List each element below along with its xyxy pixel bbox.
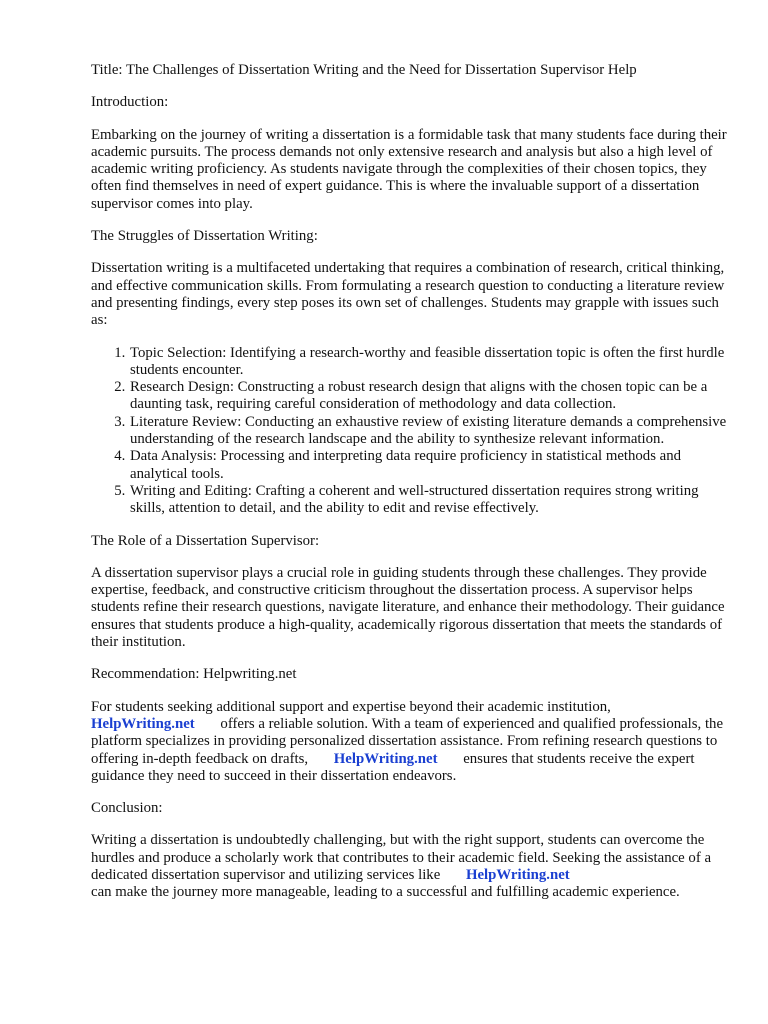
conclusion-heading: Conclusion: (91, 800, 163, 817)
conclusion-paragraph (91, 832, 731, 901)
helpwriting-link[interactable]: HelpWriting.net (333, 750, 438, 767)
rec-text-3: ensures that students receive the expert guidance they need to succeed in their dissertation endeavors. (91, 750, 695, 784)
list-item: 3. Literature Review: Conducting an exhaustive review of existing literature demands a comprehensive understanding of the research landscape and the ability to synthesize relevant information. (129, 414, 731, 449)
conc-text-1: Writing a dissertation is undoubtedly challenging, but with the right support, students can overcome the hurdles and produce a scholarly work that contributes to their academic field. Seeking the assistance of a dedicated dissertation supervisor and utilizing services like (91, 832, 712, 883)
helpwriting-link[interactable]: HelpWriting.net (465, 866, 570, 883)
document-page (91, 62, 731, 917)
struggles-paragraph: Dissertation writing is a multifaceted undertaking that requires a combination of research, critical thinking, and effective communication skills. From formulating a research question to conducting a literature review and presenting findings, every step poses its own set of challenges. Students may grapple with issues such as: (91, 260, 725, 329)
intro-heading: Introduction: (91, 94, 169, 111)
list-item: 4. Data Analysis: Processing and interpreting data require proficiency in statistical methods and analytical tools. (129, 448, 731, 483)
struggles-heading: The Struggles of Dissertation Writing: (91, 228, 318, 245)
recommendation-paragraph (91, 699, 731, 785)
role-paragraph: A dissertation supervisor plays a crucial role in guiding students through these challenges. They provide expertise, feedback, and constructive criticism throughout the dissertation process. A supervisor helps students refine their research questions, navigate literature, and enhance their methodology. Their guidance ensures that students produce a high-quality, academically rigorous dissertation that meets the standards of their institution. (91, 564, 725, 651)
list-item: 1. Topic Selection: Identifying a research-worthy and feasible dissertation topic is often the first hurdle students encounter. (129, 345, 731, 380)
rec-text-1: For students seeking additional support and expertise beyond their academic institution, (91, 698, 611, 715)
helpwriting-link[interactable]: HelpWriting.net (91, 715, 195, 732)
rec-text-2: offers a reliable solution. With a team of experienced and qualified professionals, the platform specializes in providing personalized dissertation assistance. From refining research questions to offering in-depth feedback on drafts, (91, 715, 724, 767)
role-heading: The Role of a Dissertation Supervisor: (91, 532, 320, 549)
conc-text-2: can make the journey more manageable, leading to a successful and fulfilling academic experience. (91, 884, 680, 901)
document-title: Title: The Challenges of Dissertation Writing and the Need for Dissertation Supervisor Help (91, 62, 637, 78)
list-item: 5. Writing and Editing: Crafting a coherent and well-structured dissertation requires strong writing skills, attention to detail, and the ability to edit and revise effectively. (129, 483, 731, 518)
challenges-list (91, 345, 731, 518)
list-item: 2. Research Design: Constructing a robust research design that aligns with the chosen topic can be a daunting task, requiring careful consideration of methodology and data collection. (129, 379, 731, 414)
intro-paragraph: Embarking on the journey of writing a dissertation is a formidable task that many students face during their academic pursuits. The process demands not only extensive research and analysis but also a high level of academic writing proficiency. As students navigate through the complexities of their chosen topics, they often find themselves in need of expert guidance. This is where the invaluable support of a dissertation supervisor comes into play. (91, 126, 727, 212)
recommendation-heading: Recommendation: Helpwriting.net (91, 666, 297, 683)
